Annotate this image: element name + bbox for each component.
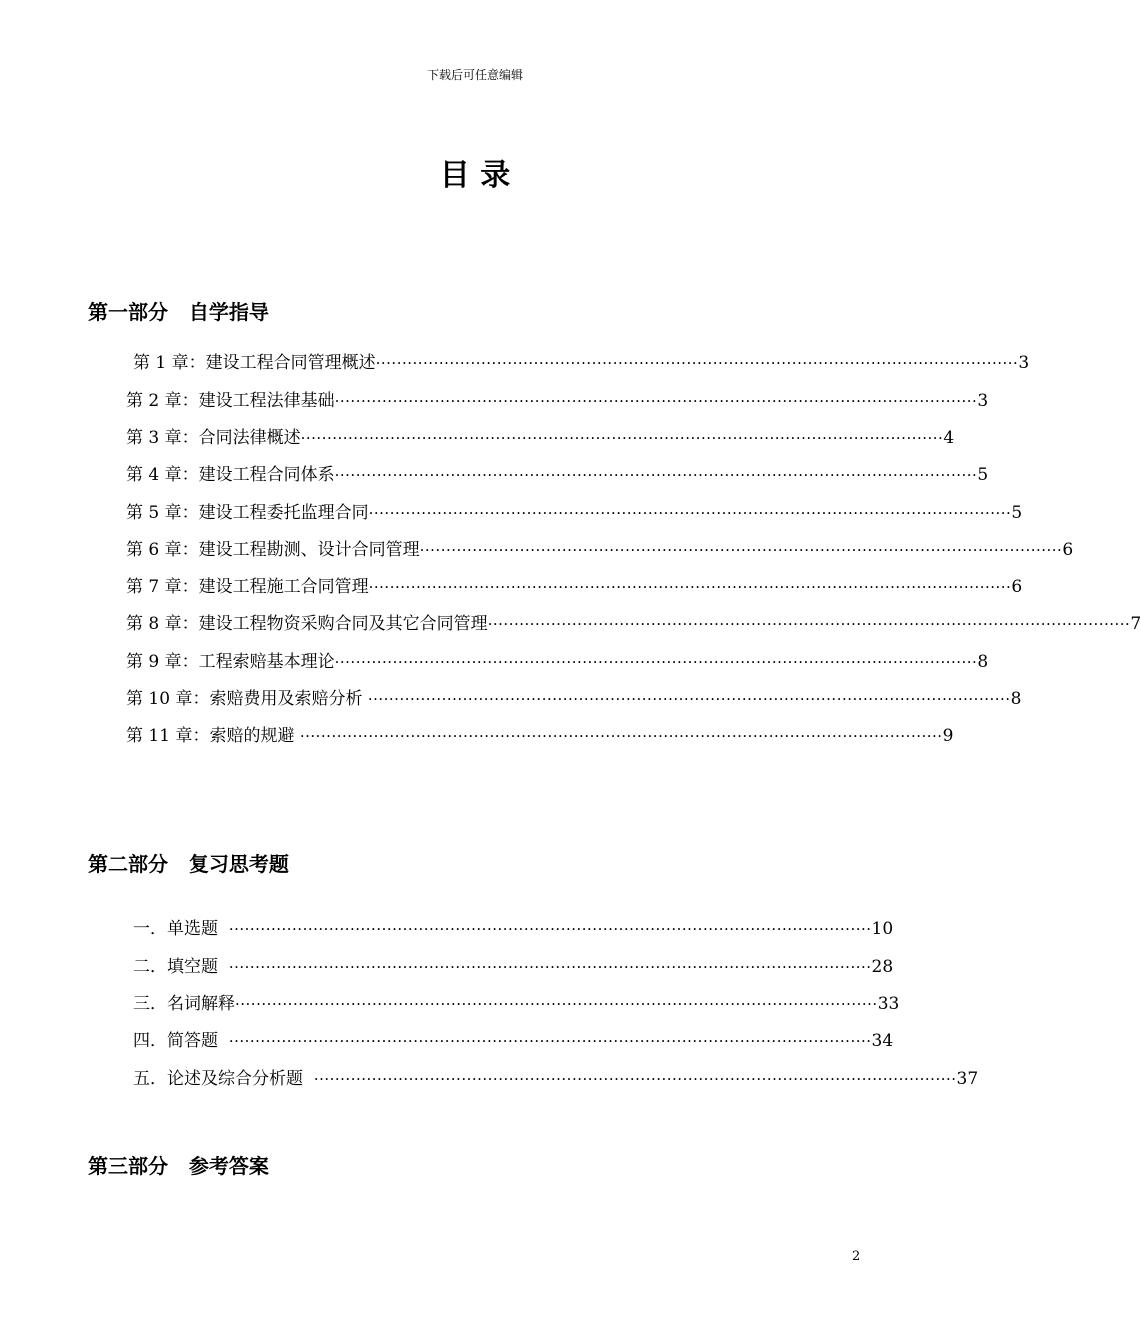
toc-entry[interactable] [126, 498, 1023, 524]
toc-entry[interactable] [133, 1026, 894, 1052]
toc-entry-page: 34 [871, 1031, 894, 1051]
toc-leader-dots: ·························································································································· [228, 920, 872, 938]
toc-entry-page: 37 [956, 1069, 979, 1089]
toc-entry[interactable] [126, 609, 1141, 635]
toc-entry-label: 第 7 章：建设工程施工合同管理 [126, 577, 369, 597]
part-heading-3: 第三部分 参考答案 [88, 1154, 269, 1178]
toc-leader-dots: ·························································································································· [375, 354, 1019, 372]
toc-leader-dots: ·························································································································· [368, 504, 1012, 522]
toc-entry[interactable] [126, 721, 954, 747]
toc-entry-label: 五．论述及综合分析题 [133, 1069, 314, 1089]
toc-leader-dots: ·························································································································· [334, 466, 978, 484]
toc-leader-dots: ·························································································································· [367, 690, 1011, 708]
toc-leader-dots: ·························································································································· [228, 1032, 872, 1050]
toc-entry-page: 3 [1018, 353, 1030, 373]
toc-entry-label: 第 8 章：建设工程物资采购合同及其它合同管理 [126, 614, 488, 634]
toc-entry-page: 4 [943, 428, 955, 448]
toc-entry-page: 28 [871, 957, 894, 977]
part-heading-2: 第二部分 复习思考题 [88, 852, 289, 876]
toc-leader-dots: ·························································································································· [299, 727, 943, 745]
toc-leader-dots: ·························································································································· [487, 615, 1131, 633]
toc-entry[interactable] [133, 952, 894, 978]
toc-entry-page: 3 [977, 391, 989, 411]
toc-leader-dots: ·························································································································· [419, 541, 1063, 559]
toc-entry[interactable] [126, 423, 955, 449]
toc-entry-page: 6 [1011, 577, 1023, 597]
toc-entry[interactable] [133, 914, 894, 940]
toc-entry-label: 四．简答题 [133, 1031, 229, 1051]
toc-entry[interactable] [126, 460, 989, 486]
toc-entry-page: 8 [977, 652, 989, 672]
toc-entry-page: 5 [977, 465, 989, 485]
toc-entry-label: 一．单选题 [133, 919, 229, 939]
toc-leader-dots: ·························································································································· [300, 429, 944, 447]
toc-entry[interactable] [133, 348, 1030, 374]
toc-entry-label: 第 6 章：建设工程勘测、设计合同管理 [126, 540, 420, 560]
toc-entry[interactable] [133, 1064, 979, 1090]
toc-entry-label: 第 3 章：合同法律概述 [126, 428, 301, 448]
toc-entry[interactable] [126, 572, 1023, 598]
toc-entry[interactable] [126, 647, 989, 673]
toc-leader-dots: ·························································································································· [334, 653, 978, 671]
toc-leader-dots: ·························································································································· [334, 392, 978, 410]
toc-entry-page: 33 [877, 994, 900, 1014]
toc-entry[interactable] [126, 386, 989, 412]
toc-entry-label: 第 2 章：建设工程法律基础 [126, 391, 335, 411]
toc-entry-page: 5 [1011, 503, 1023, 523]
toc-entry-label: 第 4 章：建设工程合同体系 [126, 465, 335, 485]
toc-entry-label: 第 1 章：建设工程合同管理概述 [133, 353, 376, 373]
toc-entry-page: 7 [1130, 614, 1141, 634]
toc-entry-label: 三．名词解释 [133, 994, 235, 1014]
toc-leader-dots: ·························································································································· [313, 1070, 957, 1088]
page-number: 2 [852, 1249, 861, 1264]
toc-entry[interactable] [126, 684, 1022, 710]
toc-entry[interactable] [126, 535, 1074, 561]
toc-entry-label: 第 5 章：建设工程委托监理合同 [126, 503, 369, 523]
toc-entry-page: 10 [871, 919, 894, 939]
page-title: 目 录 [439, 158, 511, 193]
page-header: 下载后可任意编辑 [426, 68, 523, 82]
toc-entry-page: 9 [942, 726, 954, 746]
toc-entry[interactable] [133, 989, 900, 1015]
toc-entry-page: 6 [1062, 540, 1074, 560]
toc-entry-label: 二．填空题 [133, 957, 229, 977]
toc-entry-label: 第 9 章：工程索赔基本理论 [126, 652, 335, 672]
toc-leader-dots: ·························································································································· [368, 578, 1012, 596]
toc-entry-label: 第 10 章：索赔费用及索赔分析 [126, 689, 368, 709]
toc-entry-label: 第 11 章：索赔的规避 [126, 726, 300, 746]
toc-leader-dots: ·························································································································· [235, 995, 878, 1013]
toc-entry-page: 8 [1010, 689, 1022, 709]
toc-leader-dots: ·························································································································· [228, 958, 872, 976]
part-heading-1: 第一部分 自学指导 [88, 300, 269, 324]
